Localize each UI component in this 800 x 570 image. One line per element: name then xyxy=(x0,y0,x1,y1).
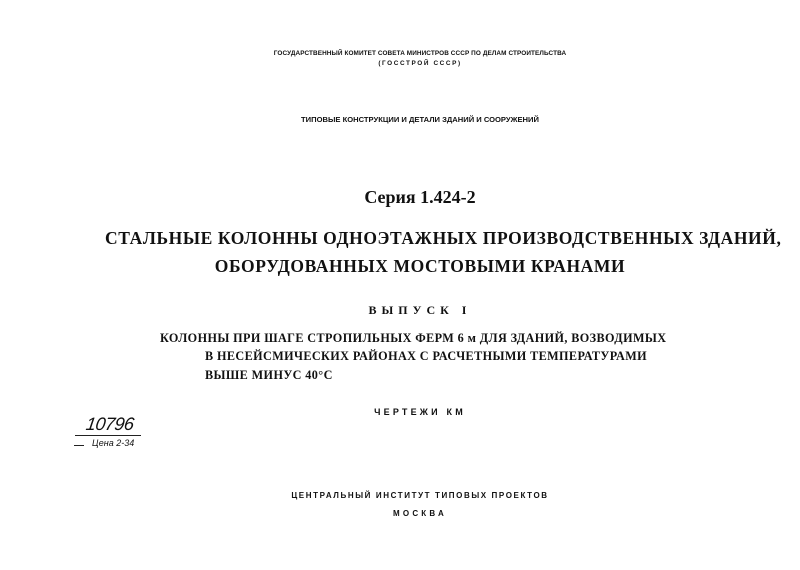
city-name: МОСКВА xyxy=(393,509,447,518)
main-title-line-2: ОБОРУДОВАННЫХ МОСТОВЫМИ КРАНАМИ xyxy=(214,256,626,276)
inventory-stamp xyxy=(72,414,162,462)
subtitle-line-2: В НЕСЕЙСМИЧЕСКИХ РАЙОНАХ С РАСЧЕТНЫМИ ТЕМПЕРАТУРАМИ xyxy=(205,349,648,363)
typical-structures-heading: ТИПОВЫЕ КОНСТРУКЦИИ И ДЕТАЛИ ЗДАНИЙ И СООРУЖЕНИЙ xyxy=(301,115,539,124)
stamp-dash xyxy=(74,445,84,446)
subtitle-line-3: ВЫШЕ МИНУС 40°С xyxy=(205,368,333,382)
stamp-price: Цена 2-34 xyxy=(92,438,135,448)
stamp-rule xyxy=(75,435,141,436)
series-number: Серия 1.424-2 xyxy=(364,187,476,207)
gosstroy-label: (ГОССТРОЙ СССР) xyxy=(378,60,462,67)
subtitle-line-1: КОЛОННЫ ПРИ ШАГЕ СТРОПИЛЬНЫХ ФЕРМ 6 м ДЛЯ ЗДАНИЙ, ВОЗВОДИМЫХ xyxy=(160,331,667,345)
main-title-line-1: СТАЛЬНЫЕ КОЛОННЫ ОДНОЭТАЖНЫХ ПРОИЗВОДСТВЕННЫХ ЗДАНИЙ, xyxy=(105,228,782,248)
stamp-number: 10796 xyxy=(84,414,136,434)
issue-label: ВЫПУСК I xyxy=(368,303,472,317)
committee-name: ГОСУДАРСТВЕННЫЙ КОМИТЕТ СОВЕТА МИНИСТРОВ СССР ПО ДЕЛАМ СТРОИТЕЛЬСТВА xyxy=(273,50,567,57)
institute-name: ЦЕНТРАЛЬНЫЙ ИНСТИТУТ ТИПОВЫХ ПРОЕКТОВ xyxy=(291,491,549,500)
drawings-label: ЧЕРТЕЖИ КМ xyxy=(374,407,466,417)
